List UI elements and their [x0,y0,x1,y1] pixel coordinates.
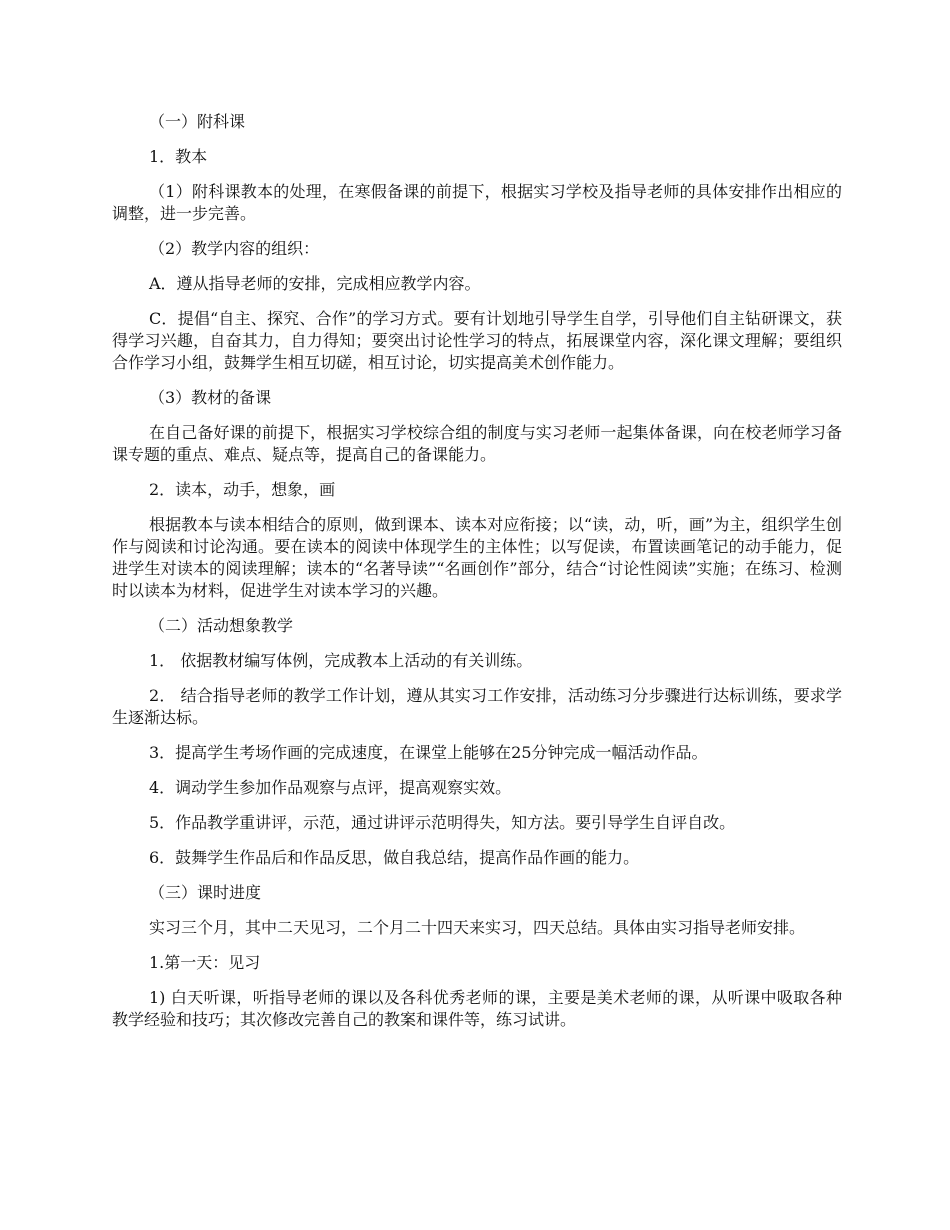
heading-reading: 2．读本，动手，想象，画 [149,480,336,499]
heading-section-3: （三）课时进度 [149,883,262,902]
paragraph: 实习三个月，其中二天见习，二个月二十四天来实习，四天总结。具体由实习指导老师安排。 [149,918,806,937]
list-item: 3．提高学生考场作画的完成速度，在课堂上能够在25分钟完成一幅活动作品。 [149,743,708,762]
heading-day-1: 1.第一天：见习 [149,953,261,972]
paragraph: （3）教材的备课 [149,388,272,407]
paragraph: C．提倡“自主、探究、合作”的学习方式。要有计划地引导学生自学，引导他们自主钻研课文，获得学习兴趣，自奋其力，自力得知；要突出讨论性学习的特点，拓展课堂内容，深化课文理解；要组织合作学习小组，鼓舞学生相互切磋，相互讨论，切实提高美术创作能力。 [112,309,842,372]
list-item: 4．调动学生参加作品观察与点评，提高观察实效。 [149,778,512,797]
heading-textbook: 1．教本 [149,147,208,166]
list-item: 1． 依据教材编写体例，完成教本上活动的有关训练。 [149,651,533,670]
paragraph: 在自己备好课的前提下，根据实习学校综合组的制度与实习老师一起集体备课，向在校老师学习备课专题的重点、难点、疑点等，提高自己的备课能力。 [112,423,842,464]
heading-section-1: （一）附科课 [149,112,246,131]
document-body [112,111,842,1044]
heading-section-2: （二）活动想象教学 [149,616,294,635]
list-item: 2． 结合指导老师的教学工作计划，遵从其实习工作安排，活动练习分步骤进行达标训练，要求学生逐渐达标。 [112,686,842,727]
paragraph: 根据教本与读本相结合的原则，做到课本、读本对应衔接；以“读，动，听，画”为主，组织学生创作与阅读和讨论沟通。要在读本的阅读中体现学生的主体性；以写促读，布置读画笔记的动手能力，促进学生对读本的阅读理解；读本的“名著导读”“名画创作”部分，结合“讨论性阅读”实施；在练习、检测时以读本为材料，促进学生对读本学习的兴趣。 [112,515,842,600]
paragraph: A．遵从指导老师的安排，完成相应教学内容。 [149,274,481,293]
list-item: 6．鼓舞学生作品后和作品反思，做自我总结，提高作品作画的能力。 [149,848,640,867]
list-item: 5．作品教学重讲评，示范，通过讲评示范明得失，知方法。要引导学生自评自改。 [149,813,736,832]
paragraph: （2）教学内容的组织： [149,239,320,258]
paragraph: （1）附科课教本的处理，在寒假备课的前提下，根据实习学校及指导老师的具体安排作出相应的调整，进一步完善。 [112,182,842,223]
paragraph: 1) 白天听课，听指导老师的课以及各科优秀老师的课，主要是美术老师的课，从听课中吸取各种教学经验和技巧；其次修改完善自己的教案和课件等，练习试讲。 [112,988,842,1029]
